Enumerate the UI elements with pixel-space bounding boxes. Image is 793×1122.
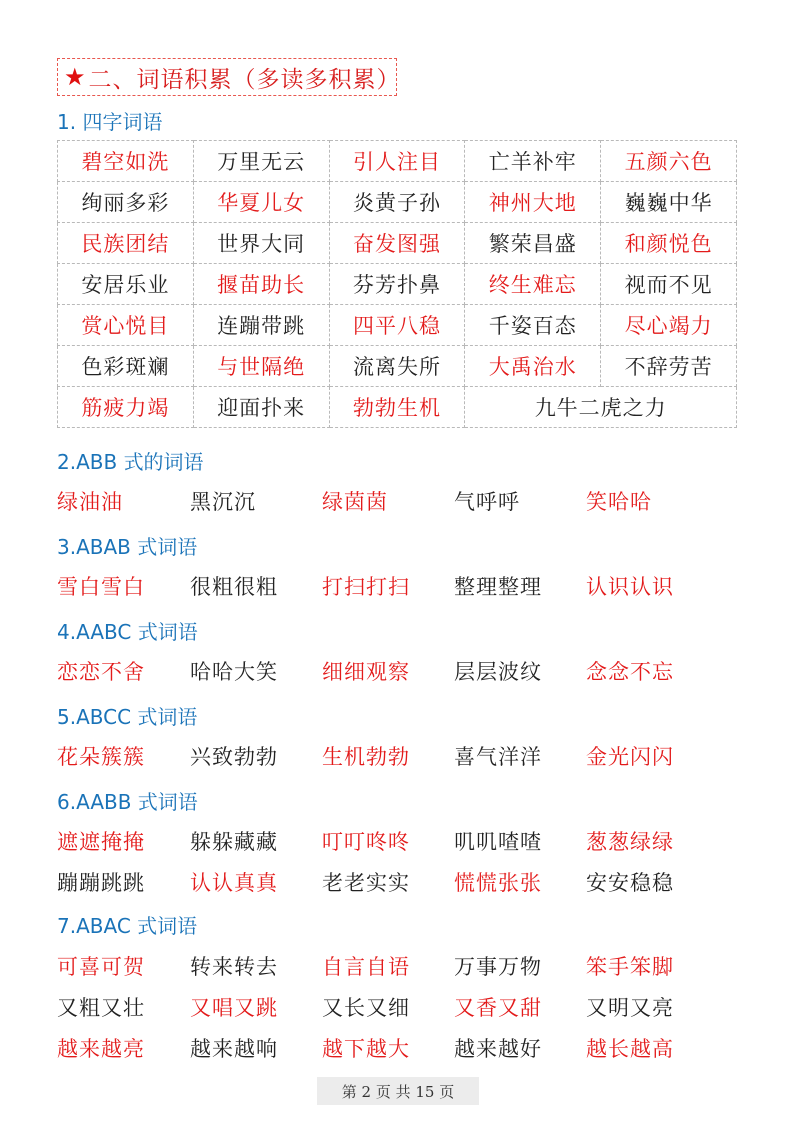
word: 笨手笨脚 [586,955,674,979]
word: 恋恋不舍 [57,660,145,684]
word: 万事万物 [454,955,542,979]
table-cell: 奋发图强 [329,223,465,264]
table-cell: 四平八稳 [329,305,465,346]
word: 又香又甜 [454,996,542,1020]
section-title-box [57,58,401,96]
word: 又长又细 [322,996,410,1020]
word-row [57,656,737,688]
table-row [58,387,737,428]
table-row [58,264,737,305]
table-cell: 勃勃生机 [329,387,465,428]
subsection-abab: 3.ABAB 式词语 [57,535,198,559]
word: 笑哈哈 [586,490,652,514]
table-cell: 巍巍中华 [601,182,737,223]
word: 自言自语 [322,955,410,979]
word: 兴致勃勃 [190,745,278,769]
table-row [58,182,737,223]
word: 老老实实 [322,871,410,895]
table-row [58,141,737,182]
word: 雪白雪白 [57,575,145,599]
subsection-four-char: 1. 四字词语 [57,110,163,134]
table-cell: 千姿百态 [465,305,601,346]
table-cell: 芬芳扑鼻 [329,264,465,305]
word: 绿油油 [57,490,123,514]
word-row [57,571,737,603]
table-cell: 连蹦带跳 [193,305,329,346]
table-row [58,223,737,264]
word-row [57,867,737,899]
table-cell: 流离失所 [329,346,465,387]
table-row [58,305,737,346]
word-row [57,741,737,773]
word: 叮叮咚咚 [322,830,410,854]
word-row [57,486,737,518]
table-cell: 五颜六色 [601,141,737,182]
word-row [57,992,737,1024]
word: 蹦蹦跳跳 [57,871,145,895]
four-char-table [57,140,737,428]
subsection-abcc: 5.ABCC 式词语 [57,705,198,729]
table-cell: 终生难忘 [465,264,601,305]
word-row [57,951,737,983]
word: 越长越高 [586,1037,674,1061]
word: 遮遮掩掩 [57,830,145,854]
word: 叽叽喳喳 [454,830,542,854]
table-cell: 大禹治水 [465,346,601,387]
word: 越来越亮 [57,1037,145,1061]
word: 喜气洋洋 [454,745,542,769]
word: 慌慌张张 [454,871,542,895]
word: 认认真真 [190,871,278,895]
table-cell: 赏心悦目 [58,305,194,346]
word: 认识认识 [586,575,674,599]
word: 可喜可贺 [57,955,145,979]
star-icon: ★ [64,63,87,91]
subsection-aabb: 6.AABB 式词语 [57,790,198,814]
table-cell: 筋疲力竭 [58,387,194,428]
page-number: 第 2 页 共 15 页 [317,1077,479,1105]
table-cell: 引人注目 [329,141,465,182]
table-cell: 碧空如洗 [58,141,194,182]
word: 越来越响 [190,1037,278,1061]
table-cell: 世界大同 [193,223,329,264]
table-cell: 尽心竭力 [601,305,737,346]
word: 哈哈大笑 [190,660,278,684]
word: 又粗又壮 [57,996,145,1020]
word: 越下越大 [322,1037,410,1061]
word: 躲躲藏藏 [190,830,278,854]
word: 打扫打扫 [322,575,410,599]
word: 整理整理 [454,575,542,599]
table-cell: 绚丽多彩 [58,182,194,223]
word: 念念不忘 [586,660,674,684]
word: 层层波纹 [454,660,542,684]
word: 又明又亮 [586,996,674,1020]
table-cell: 不辞劳苦 [601,346,737,387]
subsection-aabc: 4.AABC 式词语 [57,620,198,644]
table-cell: 和颜悦色 [601,223,737,264]
section-title: 二、词语积累（多读多积累） [88,66,401,93]
word: 绿茵茵 [322,490,388,514]
table-cell: 神州大地 [465,182,601,223]
word-row [57,1033,737,1065]
table-cell: 万里无云 [193,141,329,182]
word: 金光闪闪 [586,745,674,769]
word: 花朵簇簇 [57,745,145,769]
table-cell: 安居乐业 [58,264,194,305]
word: 生机勃勃 [322,745,410,769]
table-cell: 繁荣昌盛 [465,223,601,264]
table-cell: 揠苗助长 [193,264,329,305]
table-cell-wide: 九牛二虎之力 [465,387,737,428]
table-cell: 民族团结 [58,223,194,264]
subsection-abb: 2.ABB 式的词语 [57,450,204,474]
word: 黑沉沉 [190,490,256,514]
table-cell: 视而不见 [601,264,737,305]
table-cell: 迎面扑来 [193,387,329,428]
table-cell: 亡羊补牢 [465,141,601,182]
subsection-abac: 7.ABAC 式词语 [57,914,198,938]
word: 很粗很粗 [190,575,278,599]
table-cell: 华夏儿女 [193,182,329,223]
word: 细细观察 [322,660,410,684]
table-cell: 炎黄子孙 [329,182,465,223]
table-cell: 与世隔绝 [193,346,329,387]
table-cell: 色彩斑斓 [58,346,194,387]
word: 气呼呼 [454,490,520,514]
table-row [58,346,737,387]
word: 转来转去 [190,955,278,979]
word: 葱葱绿绿 [586,830,674,854]
word: 越来越好 [454,1037,542,1061]
word: 又唱又跳 [190,996,278,1020]
word: 安安稳稳 [586,871,674,895]
word-row [57,826,737,858]
